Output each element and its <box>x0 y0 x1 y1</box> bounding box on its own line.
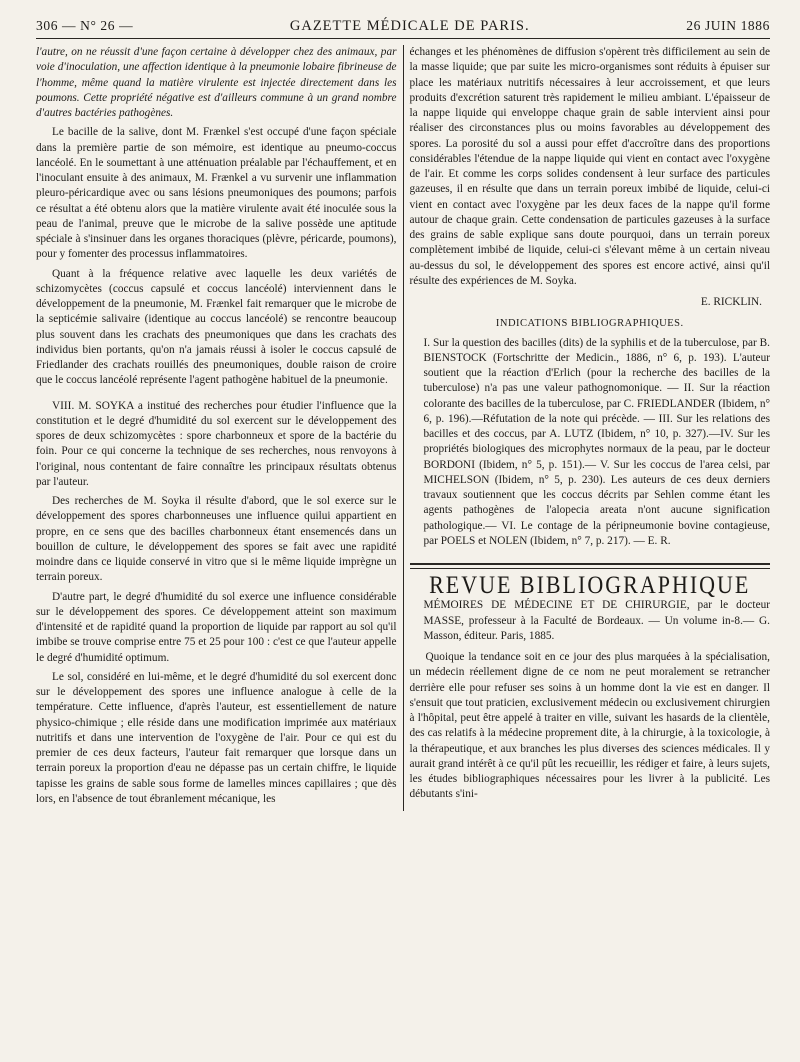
paragraph: Le bacille de la salive, dont M. Frænkel s'est occupé d'une façon spéciale dans la première partie de son mémoire, est identique au pneumo-coccus lancéolé. En le soumettant à une atténuation préalable par l'échauffement, et en l'inoculant ensuite à des animaux, M. Frænkel a vu survenir une inflammation pleuro-péricardique avec ou sans lésions pneumoniques des poumons; parfois ce résultat a été obtenu alors que la matière virulente avait été inoculée sous la peau de l'animal, preuve que le microbe de la salive possède une aptitude spéciale à s'insinuer dans les organes thoraciques (plèvre, péricarde, poumons), pour y fomenter des processus inflammatoires. <box>36 126 397 261</box>
paragraph: D'autre part, le degré d'humidité du sol exerce une influence considérable sur le développement des spores. Ce développement atteint son maximum d'intensité et de rapidité quand la proportion de liquide par rapport au sol qu'il imbibe se trouve comprise entre 75 et 25 pour 100 : c'est ce que l'auteur appelle le degré d'humidité optimum. <box>36 590 397 664</box>
paragraph: Quoique la tendance soit en ce jour des plus marquées à la spécialisation, un médecin réellement digne de ce nom ne peut moralement se retrancher derrière elle pour refuser ses soins à un homme dont la vie est en danger. Il s'ensuit que tout praticien, exclusivement médecin ou exclusivement chirurgien à l'hôpital, peut être appelé à traiter en ville, suivant les hasards de la clientèle, des cas relatifs à la médecine proprement dite, à la chirurgie, à la toxicologie, à la thérapeutique, et aux branches les plus diverses des sciences médicales. Il y aurait grand intérêt à ce qu'il pût les recueillir, les rédiger et faire, à leurs sujets, les études bibliographiques nécessaires pour les livrer à la publicité. Les débutants s'ini- <box>409 651 770 801</box>
bibliography-list: I. Sur la question des bacilles (dits) de la syphilis et de la tuberculose, par B. BIENSTOCK (Fortschritte der Medicin., 1886, n° 6, p. 193). L'auteur soutient que la réaction d'Erlich (pour la recherche des bacilles de la tuberculose) n'a pas une valeur pathognomonique. — II. Sur la réaction colorante des bacilles de la tuberculose, par C. FRIEDLANDER (Ibidem, n° 6, p. 196).—Réfutation de la note qui précède. — III. Sur les relations des bacilles et des coccus, par A. LUTZ (Ibidem, n° 10, p. 327).—IV. Sur les propriétés biologiques des microphytes normaux de la peau, par le docteur BORDONI (Ibidem, n° 5, p. 151).— V. Sur les coccus de l'area celsi, par MICHELSON (Ibidem, n° 5, p. 230). Les auteurs de ces deux derniers travaux soutiennent que les coccus décrits par Sehlen comme étant les agents pathogènes de l'alopecia areata n'ont aucune signification pathologique.— VI. Le contage de la péripneumonie bovine contagieuse, par POELS et NOLEN (Ibidem, n° 7, p. 217). — E. R. <box>423 336 770 547</box>
book-reference: MÉMOIRES DE MÉDECINE ET DE CHIRURGIE, par le docteur MASSE, professeur à la Faculté de Bordeaux. — Un volume in-8.— G. Masson, éditeur. Paris, 1885. <box>423 599 770 642</box>
paragraph: Quant à la fréquence relative avec laquelle les deux variétés de schizomycètes (coccus capsulé et coccus lancéolé) interviennent dans le développement de la pneumonie, M. Frænkel fait remarquer que le microbe de la septicémie salivaire (identique au coccus lancéolé) se rencontre beaucoup plus souvent dans les crachats des pneumoniques que dans les crachats des individus bien portants, qu'on n'a jamais réussi à isoler le coccus capsulé de Friedlander des crachats rouillés des pneumoniques, double raison de croire que le coccus lancéolé représente l'agent pathogène habituel de la pneumonie. <box>36 267 397 387</box>
journal-title: GAZETTE MÉDICALE DE PARIS. <box>289 18 530 34</box>
paragraph: Des recherches de M. Soyka il résulte d'abord, que le sol exerce sur le développement des spores charbonneuses une influence quilui appartient en propre, en ce sens que des bacilles charbonneux étant ensemencés dans un bouillon de culture, le développement des spores se fait avec une rapidité moindre dans ce liquide conservé in vitro que si le même liquide imprègne un terrain poreux. <box>36 495 397 584</box>
section-title: REVUE BIBLIOGRAPHIQUE <box>429 570 751 599</box>
running-header <box>36 18 770 39</box>
issue-date: 26 JUIN 1886 <box>686 18 770 33</box>
left-column <box>36 45 397 811</box>
two-column-body <box>36 45 770 811</box>
section-rule-thin <box>410 568 771 569</box>
bibliography-heading: INDICATIONS BIBLIOGRAPHIQUES. <box>495 318 684 330</box>
right-column <box>410 45 771 811</box>
paragraph: VIII. M. SOYKA a institué des recherches pour étudier l'influence que la constitution et le degré d'humidité du sol exercent sur le développement des spores de deux schizomycètes : spore charbonneux et spore de la bactérie du foin. Pour ce qui concerne la technique de ses recherches, nous renvoyons à l'original, nous contentant de faire connaître les principaux résultats obtenus par l'auteur. <box>36 399 397 488</box>
column-divider <box>403 45 404 811</box>
paragraph: échanges et les phénomènes de diffusion s'opèrent très difficilement au sein de la masse liquide; que par suite les micro-organismes sont réduits à épuiser sur place les matériaux nutritifs nécessaires à leur accroissement, et que leurs produits d'excrétion saturent très rapidement le milieu ambiant. L'épaisseur de la nappe liquide qui enveloppe chaque grain de sable intervient ainsi pour réaliser des circonstances plus ou moins favorables au développement des spores. La porosité du sol a aussi pour effet d'accroître dans des proportions considérables l'étendue de la nappe liquide qui vient en contact avec l'oxygène de l'air. Et comme les corps solides condensent à leur surface des particules gazeuses, il en résulte que dans un terrain poreux imbibé de liquide, celui-ci vient en contact avec l'oxygène par les deux faces de la nappe qu'il forme autour de chaque grain. Cette condensation de particules gazeuses à la surface des grains de sable explique sans doute pourquoi, dans un terrain poreux complètement imbibé de liquide, celui-ci s'élevant même à un certain niveau au-dessus du sol, le développement des spores est encore activé, ainsi qu'il résulte des expériences de M. Soyka. <box>409 46 770 287</box>
paragraph: Le sol, considéré en lui-même, et le degré d'humidité du sol exercent donc sur le développement des spores une influence analogue à celle de la température. Cette influence, d'après l'auteur, est essentiellement de nature physico-chimique ; elle réside dans une modification imprimée aux matériaux nutritifs et dans une intervention de l'oxygène de l'air. Pour ce qui est du premier de ces deux facteurs, l'auteur fait remarquer que lorsque dans un terrain poreux la proportion d'eau ne dépasse pas un certain chiffre, le liquide tapisse les grains de sable sous forme de lamelles minces capillaires ; que dès lors, en l'absence de tout ébranlement mécanique, les <box>36 670 397 805</box>
section-rule <box>410 563 771 565</box>
paragraph: l'autre, on ne réussit d'une façon certaine à développer chez des animaux, par voie d'inoculation, une affection identique à la pneumonie lobaire fibrineuse de l'homme, même quand la matière virulente est injectée directement dans les poumons. Cette propriété négative est d'ailleurs commune à un grand nombre d'autres bactéries pathogènes. <box>36 46 397 119</box>
author-signature: E. RICKLIN. <box>700 296 762 308</box>
page-number-issue: 306 — N° 26 — <box>36 18 134 33</box>
